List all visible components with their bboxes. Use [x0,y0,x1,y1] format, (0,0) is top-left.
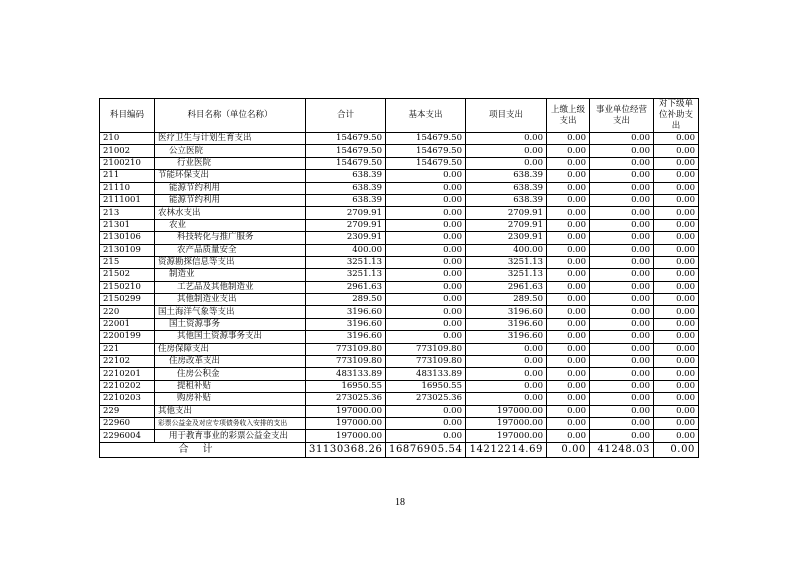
cell-code: 21002 [100,145,155,157]
cell-business: 0.00 [590,207,654,219]
cell-basic: 273025.36 [386,393,466,405]
cell-project: 0.00 [466,157,547,169]
budget-expenditure-table [99,98,699,458]
header-code: 科目编码 [100,99,155,133]
cell-project: 0.00 [466,368,547,380]
cell-code: 21301 [100,219,155,231]
header-total: 合计 [306,99,386,133]
cell-code: 2210202 [100,380,155,392]
cell-project: 3196.60 [466,306,547,318]
cell-basic: 0.00 [386,182,466,194]
cell-name: 制造业 [155,269,306,281]
cell-total: 2709.91 [306,219,386,231]
header-row [100,99,699,133]
cell-basic: 0.00 [386,331,466,343]
cell-code: 220 [100,306,155,318]
cell-code: 2296004 [100,430,155,442]
table-row [100,244,699,256]
header-upper: 上缴上级支出 [547,99,590,133]
cell-business: 0.00 [590,170,654,182]
cell-basic: 16950.55 [386,380,466,392]
cell-business: 0.00 [590,219,654,231]
cell-subsidy: 0.00 [654,194,699,206]
cell-project: 0.00 [466,145,547,157]
cell-business: 0.00 [590,232,654,244]
cell-basic: 773109.80 [386,356,466,368]
cell-project: 0.00 [466,356,547,368]
header-business: 事业单位经营支出 [590,99,654,133]
cell-project: 400.00 [466,244,547,256]
cell-code: 21502 [100,269,155,281]
cell-upper: 0.00 [547,281,590,293]
cell-business: 0.00 [590,380,654,392]
cell-total: 400.00 [306,244,386,256]
cell-subsidy: 0.00 [654,368,699,380]
cell-name: 节能环保支出 [155,170,306,182]
cell-business: 0.00 [590,417,654,429]
page-number: 18 [395,497,405,508]
cell-subsidy: 0.00 [654,145,699,157]
cell-total: 638.39 [306,170,386,182]
cell-business: 0.00 [590,430,654,442]
cell-total: 154679.50 [306,157,386,169]
cell-upper: 0.00 [547,194,590,206]
cell-code: 221 [100,343,155,355]
cell-business: 0.00 [590,318,654,330]
cell-name: 国土资源事务 [155,318,306,330]
table-row [100,194,699,206]
total-row [100,442,699,457]
cell-basic: 0.00 [386,294,466,306]
cell-project: 197000.00 [466,430,547,442]
cell-upper: 0.00 [547,430,590,442]
total-label: 合计 [100,442,306,457]
cell-business: 0.00 [590,343,654,355]
cell-business: 0.00 [590,157,654,169]
cell-basic: 0.00 [386,207,466,219]
cell-upper: 0.00 [547,368,590,380]
cell-project: 2709.91 [466,219,547,231]
cell-subsidy: 0.00 [654,170,699,182]
cell-total: 154679.50 [306,145,386,157]
cell-total: 3196.60 [306,318,386,330]
cell-code: 211 [100,170,155,182]
cell-business: 0.00 [590,356,654,368]
cell-business: 0.00 [590,331,654,343]
cell-business: 0.00 [590,244,654,256]
cell-upper: 0.00 [547,380,590,392]
cell-name: 农业 [155,219,306,231]
cell-business: 0.00 [590,393,654,405]
cell-code: 2150210 [100,281,155,293]
cell-code: 2111001 [100,194,155,206]
cell-basic: 0.00 [386,219,466,231]
cell-name: 农产品质量安全 [155,244,306,256]
cell-total: 3196.60 [306,306,386,318]
cell-subsidy: 0.00 [654,356,699,368]
cell-project: 3196.60 [466,318,547,330]
table-row [100,157,699,169]
cell-project: 0.00 [466,393,547,405]
cell-business: 0.00 [590,405,654,417]
table-row [100,269,699,281]
cell-name: 工艺品及其他制造业 [155,281,306,293]
cell-upper: 0.00 [547,133,590,145]
table-body [100,133,699,443]
cell-basic: 0.00 [386,269,466,281]
cell-upper: 0.00 [547,170,590,182]
total-business: 41248.03 [590,442,654,457]
cell-name: 行业医院 [155,157,306,169]
cell-subsidy: 0.00 [654,269,699,281]
cell-code: 229 [100,405,155,417]
cell-subsidy: 0.00 [654,306,699,318]
cell-subsidy: 0.00 [654,219,699,231]
cell-business: 0.00 [590,281,654,293]
cell-total: 273025.36 [306,393,386,405]
cell-basic: 0.00 [386,306,466,318]
cell-basic: 0.00 [386,170,466,182]
cell-code: 2200199 [100,331,155,343]
cell-business: 0.00 [590,194,654,206]
cell-total: 2961.63 [306,281,386,293]
cell-total: 483133.89 [306,368,386,380]
table-row [100,331,699,343]
cell-name: 资源勘探信息等支出 [155,256,306,268]
total-total: 31130368.26 [306,442,386,457]
cell-code: 21110 [100,182,155,194]
cell-basic: 0.00 [386,318,466,330]
table-row [100,368,699,380]
table-row [100,318,699,330]
cell-subsidy: 0.00 [654,318,699,330]
table-row [100,145,699,157]
cell-subsidy: 0.00 [654,281,699,293]
cell-basic: 154679.50 [386,145,466,157]
cell-name: 国土海洋气象等支出 [155,306,306,318]
cell-upper: 0.00 [547,145,590,157]
cell-name: 其他制造业支出 [155,294,306,306]
cell-subsidy: 0.00 [654,380,699,392]
cell-name: 彩票公益金及对应专项债务收入安排的支出 [155,417,306,429]
cell-basic: 154679.50 [386,133,466,145]
cell-subsidy: 0.00 [654,207,699,219]
cell-project: 3251.13 [466,256,547,268]
cell-name: 提租补贴 [155,380,306,392]
cell-upper: 0.00 [547,232,590,244]
cell-project: 3251.13 [466,269,547,281]
cell-subsidy: 0.00 [654,232,699,244]
cell-basic: 773109.80 [386,343,466,355]
cell-total: 638.39 [306,182,386,194]
cell-total: 3251.13 [306,269,386,281]
cell-basic: 0.00 [386,430,466,442]
cell-total: 154679.50 [306,133,386,145]
total-subsidy: 0.00 [654,442,699,457]
cell-business: 0.00 [590,256,654,268]
cell-basic: 154679.50 [386,157,466,169]
cell-basic: 0.00 [386,417,466,429]
cell-total: 773109.80 [306,343,386,355]
cell-name: 其他国土资源事务支出 [155,331,306,343]
cell-upper: 0.00 [547,417,590,429]
cell-total: 2709.91 [306,207,386,219]
table-row [100,207,699,219]
cell-project: 0.00 [466,380,547,392]
cell-basic: 0.00 [386,194,466,206]
cell-subsidy: 0.00 [654,157,699,169]
cell-name: 其他支出 [155,405,306,417]
cell-project: 0.00 [466,343,547,355]
cell-upper: 0.00 [547,256,590,268]
cell-total: 197000.00 [306,405,386,417]
cell-basic: 0.00 [386,405,466,417]
cell-code: 2130106 [100,232,155,244]
table-row [100,281,699,293]
cell-upper: 0.00 [547,393,590,405]
header-name: 科目名称（单位名称） [155,99,306,133]
cell-name: 能源节约利用 [155,182,306,194]
cell-total: 2309.91 [306,232,386,244]
table-row [100,232,699,244]
table-row [100,170,699,182]
cell-upper: 0.00 [547,343,590,355]
cell-basic: 0.00 [386,281,466,293]
cell-project: 0.00 [466,133,547,145]
cell-upper: 0.00 [547,207,590,219]
table-row [100,430,699,442]
table-row [100,356,699,368]
header-basic: 基本支出 [386,99,466,133]
cell-name: 能源节约利用 [155,194,306,206]
cell-project: 638.39 [466,182,547,194]
cell-basic: 483133.89 [386,368,466,380]
cell-upper: 0.00 [547,269,590,281]
cell-upper: 0.00 [547,294,590,306]
cell-project: 2709.91 [466,207,547,219]
cell-code: 210 [100,133,155,145]
cell-total: 197000.00 [306,430,386,442]
cell-subsidy: 0.00 [654,331,699,343]
cell-basic: 0.00 [386,256,466,268]
table-row [100,405,699,417]
cell-code: 22001 [100,318,155,330]
cell-project: 197000.00 [466,405,547,417]
cell-subsidy: 0.00 [654,256,699,268]
header-project: 项目支出 [466,99,547,133]
cell-code: 22960 [100,417,155,429]
cell-subsidy: 0.00 [654,133,699,145]
cell-name: 用于教育事业的彩票公益金支出 [155,430,306,442]
cell-subsidy: 0.00 [654,294,699,306]
cell-upper: 0.00 [547,405,590,417]
cell-upper: 0.00 [547,306,590,318]
cell-total: 16950.55 [306,380,386,392]
cell-business: 0.00 [590,182,654,194]
total-basic: 16876905.54 [386,442,466,457]
cell-project: 197000.00 [466,417,547,429]
cell-name: 农林水支出 [155,207,306,219]
cell-upper: 0.00 [547,157,590,169]
cell-upper: 0.00 [547,318,590,330]
cell-name: 科技转化与推广服务 [155,232,306,244]
cell-subsidy: 0.00 [654,430,699,442]
table-row [100,256,699,268]
cell-project: 638.39 [466,170,547,182]
cell-code: 2150299 [100,294,155,306]
cell-subsidy: 0.00 [654,182,699,194]
table-row [100,133,699,145]
cell-subsidy: 0.00 [654,417,699,429]
cell-code: 22102 [100,356,155,368]
cell-name: 购房补贴 [155,393,306,405]
cell-business: 0.00 [590,306,654,318]
table-row [100,306,699,318]
cell-project: 289.50 [466,294,547,306]
table-row [100,393,699,405]
cell-code: 2210201 [100,368,155,380]
cell-upper: 0.00 [547,331,590,343]
cell-project: 2961.63 [466,281,547,293]
cell-subsidy: 0.00 [654,405,699,417]
header-subsidy: 对下级单位补助支出 [654,99,699,133]
cell-code: 2130109 [100,244,155,256]
cell-code: 213 [100,207,155,219]
cell-upper: 0.00 [547,356,590,368]
cell-basic: 0.00 [386,244,466,256]
table-row [100,219,699,231]
cell-upper: 0.00 [547,219,590,231]
cell-subsidy: 0.00 [654,244,699,256]
cell-name: 住房保障支出 [155,343,306,355]
cell-subsidy: 0.00 [654,393,699,405]
cell-total: 3251.13 [306,256,386,268]
cell-code: 215 [100,256,155,268]
cell-subsidy: 0.00 [654,343,699,355]
table-row [100,343,699,355]
cell-total: 197000.00 [306,417,386,429]
cell-basic: 0.00 [386,232,466,244]
cell-business: 0.00 [590,133,654,145]
cell-business: 0.00 [590,368,654,380]
cell-project: 2309.91 [466,232,547,244]
cell-code: 2210203 [100,393,155,405]
table-row [100,380,699,392]
cell-total: 3196.60 [306,331,386,343]
cell-name: 医疗卫生与计划生育支出 [155,133,306,145]
cell-total: 773109.80 [306,356,386,368]
cell-business: 0.00 [590,269,654,281]
cell-project: 638.39 [466,194,547,206]
cell-business: 0.00 [590,145,654,157]
cell-code: 2100210 [100,157,155,169]
cell-total: 289.50 [306,294,386,306]
cell-project: 3196.60 [466,331,547,343]
cell-name: 住房改革支出 [155,356,306,368]
total-upper: 0.00 [547,442,590,457]
cell-name: 公立医院 [155,145,306,157]
cell-name: 住房公积金 [155,368,306,380]
cell-upper: 0.00 [547,182,590,194]
table-row [100,417,699,429]
cell-upper: 0.00 [547,244,590,256]
table-row [100,294,699,306]
cell-total: 638.39 [306,194,386,206]
table-row [100,182,699,194]
total-project: 14212214.69 [466,442,547,457]
cell-business: 0.00 [590,294,654,306]
